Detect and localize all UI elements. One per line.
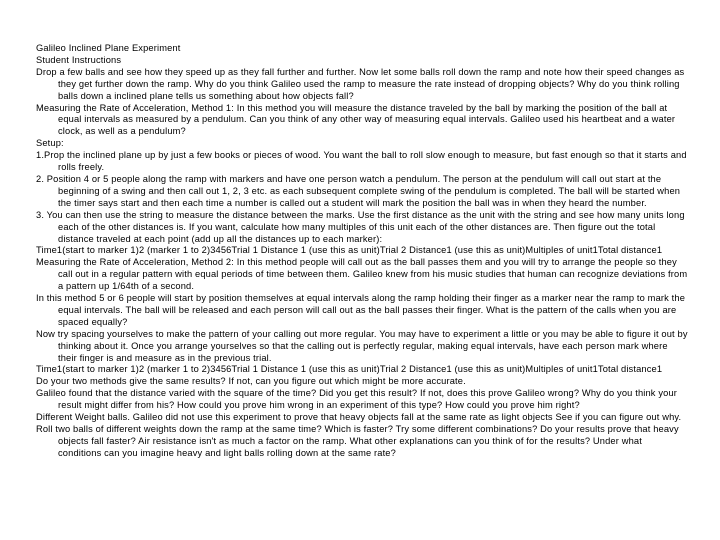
comparison-question: Do your two methods give the same results? If not, can you figure out which might be more accurate. bbox=[36, 376, 466, 387]
method-2-setup-paragraph: In this method 5 or 6 people will start by position themselves at equal intervals along the ramp holding their finger as a marker near the ramp to mark the equal intervals. The ball will be released and each person will call out as the ball passes their finger. What is the pattern of the calls when you are spaced equally? bbox=[36, 293, 686, 327]
roll-two-balls-paragraph: Roll two balls of different weights down the ramp at the same time? Which is faster? Try some different combinations? Do your results prove that heavy objects fall faster? Air resistance isn't as much a factor on the ramp. What other explanations can you think of for the results? Under what conditions can you imagine heavy and light balls rolling down at the same rate? bbox=[36, 424, 679, 458]
document-subtitle: Student Instructions bbox=[36, 54, 122, 65]
method-2-table-text: Time1(start to marker 1)2 (marker 1 to 2)3456Trial 1 Distance 1 (use this as unit)Trial 2 Distance1 (use this as unit)Multiples of unit1Total distance1 bbox=[36, 364, 663, 375]
document-title: Galileo Inclined Plane Experiment bbox=[36, 43, 181, 53]
setup-step-3: 3. You can then use the string to measure the distance between the marks. Use the first distance as the unit with the string and see how many units long each of the other distances is. If you want, calculate how many multiples of this unit each of the other distances are. Then figure out the total distance traveled at each point (add up all the distances up to each marker): bbox=[36, 209, 685, 244]
different-weight-paragraph: Different Weight balls. Galileo did not use this experiment to prove that heavy objects fall at the same rate as light objects See if you can figure out why. bbox=[36, 412, 682, 423]
method-1-heading-paragraph: Measuring the Rate of Acceleration, Method 1: In this method you will measure the distance traveled by the ball by marking the position of the ball at equal intervals as measured by a pendulum. Can you think of any other way of measuring equal intervals. Galileo used his heartbeat and a water clock, as well as a pendulum? bbox=[36, 102, 676, 137]
intro-paragraph: Drop a few balls and see how they speed up as they fall further and further. Now let some balls roll down the ramp and note how their speed changes as they get further down the ramp. Why do you think Galileo used the ramp to measure the rate instead of dropping objects? Why do you think rolling balls down a inclined plane tells us something about how objects fall? bbox=[36, 66, 685, 101]
method-1-table-text: Time1(start to marker 1)2 (marker 1 to 2)3456Trial 1 Distance 1 (use this as unit)Trial 2 Distance1 (use this as unit)Multiples of unit1Total distance1 bbox=[36, 245, 663, 256]
galileo-result-paragraph: Galileo found that the distance varied with the square of the time? Did you get this result? If not, does this prove Galileo wrong? Why do you think your result might differ from his? How could you prove him wrong in an experiment of this type? How could you prove him right? bbox=[36, 388, 678, 411]
setup-step-2: 2. Position 4 or 5 people along the ramp with markers and have one person watch a pendulum. The person at the pendulum will call out start at the beginning of a swing and then call out 1, 2, 3 etc. as each subsequent complete swing of the pendulum is completed. The ball will be started when the timer says start and then each time a number is called out a student will mark the position the ball was in when they heard the number. bbox=[36, 173, 681, 208]
setup-step-1: 1.Prop the inclined plane up by just a few books or pieces of wood. You want the ball to roll slow enough to measure, but fast enough so that it starts and rolls freely. bbox=[36, 150, 687, 173]
method-2-heading-paragraph: Measuring the Rate of Acceleration, Method 2: In this method people will call out as the ball passes them and you will try to arrange the people so they call out in a regular pattern with equal periods of time between them. Galileo knew from his music studies that human can recognize deviations from a pattern up 1/64th of a second. bbox=[36, 257, 688, 292]
document-body bbox=[36, 43, 688, 460]
method-2-spacing-paragraph: Now try spacing yourselves to make the pattern of your calling out more regular. You may have to experiment a little or you may be able to figure it out by thinking about it. Once you arrange yourselves so that the calling out is perfectly regular, making equal intervals, have each person mark where their finger is and measure as in the previous trial. bbox=[36, 328, 688, 363]
setup-label: Setup: bbox=[36, 138, 64, 149]
